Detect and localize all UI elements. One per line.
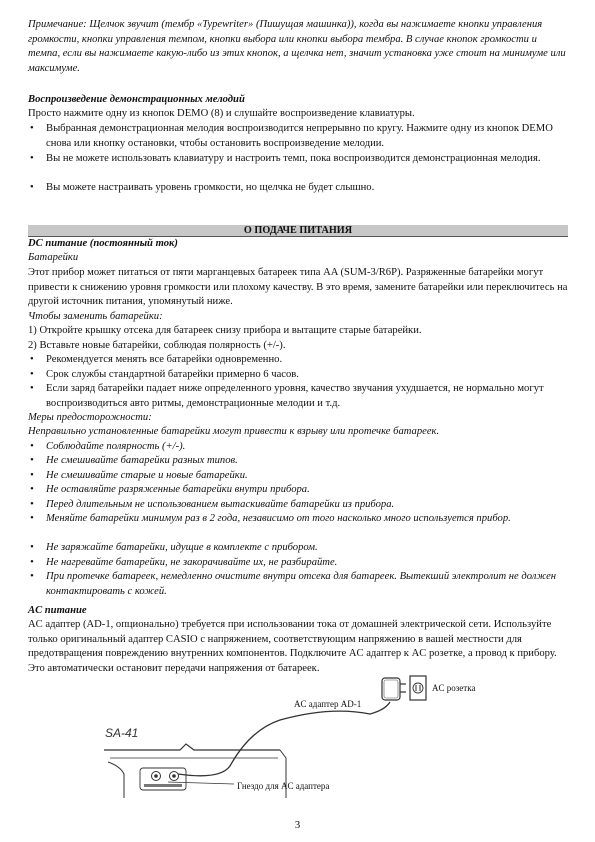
step-1: 1) Откройте крышку отсека для батареек снизу прибора и вытащите старые батарейки. bbox=[28, 325, 422, 336]
precautions-intro: Неправильно установленные батарейки могут привести к взрыву или протечке батареек. bbox=[28, 426, 440, 437]
bullet-icon: • bbox=[30, 557, 34, 568]
note-paragraph: Примечание: Щелчок звучит (тембр «Typewriter» (Пишущая машинка)), когда вы нажимаете кнопки управления громкости, кнопки управления темпом, кнопки выбора или кнопки выбора тембра. В случае кнопок громкости и темпа, если вы нажимаете какую-либо из этих кнопок, а щелчка нет, значит установка уже стоит на минимуме или максимуме. bbox=[28, 19, 566, 74]
batteries-paragraph: Этот прибор может питаться от пяти марганцевых батареек типа AA (SUM-3/R6P). Разряженные батарейки могут привести к снижению уровня громкости или плохому качеству. В это время, замените батарейки или переключитесь на другой источник питания, упомянутый ниже. bbox=[28, 267, 568, 308]
manual-page: Примечание: Щелчок звучит (тембр «Typewriter» (Пишущая машинка)), когда вы нажимаете кнопки управления громкости, кнопки управления темпом, кнопки выбора или кнопки выбора тембра. В случае кнопок громкости и темпа, если вы нажимаете какую-либо из этих кнопок, а щелчка нет, значит установка уже стоит на минимуме или максимуме. Воспроизведение демонстрационных мелодий Просто нажмите одну из кнопок DEMO (8) и слушайте воспроизведение клавиатуры. • Выбранная демонстрационная мелодия воспроизводится непрерывно по кругу. Нажмите одну из кнопок DEMO снова или кнопку остановки, чтобы остановить воспроизведение мелодии. • Вы не можете использовать клавиатуру и настроить темп, пока воспроизводится демонстрационная мелодия. • Вы можете настраивать уровень громкости, но щелчка не будет слышно. О ПОДАЧЕ ПИТАНИЯ DC питание (постоянный ток) Батарейки Этот прибор может питаться от пяти марганцевых батареек типа AA (SUM-3/R6P). Разряженные батарейки могут привести к снижению уровня громкости или плохому качеству. В это время, замените батарейки или переключитесь на другой источник питания, упомянутый ниже. Чтобы заменить батарейки: 1) Откройте крышку отсека для батареек снизу прибора и вытащите старые батарейки. 2) Вставьте новые батарейки, соблюдая полярность (+/-). • Рекомендуется менять все батарейки одновременно. • Срок службы стандартной батарейки примерно 6 часов. • Если заряд батарейки падает ниже определенного уровня, качество звучания ухудшается, не нормально могут воспроизводиться авто ритмы, демонстрационные мелодии и т.д. Меры предосторожности: Неправильно установленные батарейки могут привести к взрыву или протечке батареек. • Соблюдайте полярность (+/-). • Не смешивайте батарейки разных типов. • Не смешивайте старые и новые батарейки. • Не оставляйте разряженные батарейки внутри прибора. • Перед длительным не использованием вытаскивайте батарейки из прибора. • Меняйте батарейки минимум раз в 2 года, независимо от того насколько много используется прибор. • Не заряжайте батарейки, идущие в комплекте с прибором. • Не нагревайте батарейки, не закорачивайте их, не разбирайте. • При протечке батареек, немедленно очистите внутри отсека для батареек. Вытекший электролит не должен контактировать с кожей. AC питание AC адаптер (AD-1, опционально) требуется при использовании тока от домашней электрической сети. Используйте только оригинальный адаптер CASIO с напряжением, соответствующим напряжению в вашей местности для предотвращения повреждению внутренних компонентов. Подключите AC адаптер к AC розетке, а провод к прибору. Это автоматически остановит передачи напряжения от батареек. SA-41 AC розетка AC адаптер AD-1 Гнездо для AC адаптера 3 bbox=[0, 0, 595, 842]
batteries-label: Батарейки bbox=[28, 252, 79, 263]
adapter-label: AC адаптер AD-1 bbox=[294, 699, 362, 709]
bullet-icon: • bbox=[30, 383, 34, 394]
replace-label: Чтобы заменить батарейки: bbox=[28, 311, 163, 322]
bullet-icon: • bbox=[30, 455, 34, 466]
outlet-icon bbox=[410, 676, 426, 700]
page-number: 3 bbox=[294, 819, 301, 831]
precautions-label: Меры предосторожности: bbox=[28, 412, 152, 423]
ac-heading: AC питание bbox=[28, 605, 87, 616]
section-title-bar: О ПОДАЧЕ ПИТАНИЯ bbox=[28, 225, 568, 236]
demo-intro: Просто нажмите одну из кнопок DEMO (8) и слушайте воспроизведение клавиатуры. bbox=[28, 108, 415, 119]
bullet-icon: • bbox=[30, 182, 34, 193]
dc-heading: DC питание (постоянный ток) bbox=[28, 238, 178, 249]
bullet-icon: • bbox=[30, 153, 34, 164]
bullet-icon: • bbox=[30, 369, 34, 380]
adapter-plug-icon bbox=[382, 678, 406, 700]
bullet-icon: • bbox=[30, 571, 34, 582]
bullet-icon: • bbox=[30, 542, 34, 553]
model-label: SA-41 bbox=[105, 726, 139, 740]
bullet-icon: • bbox=[30, 123, 34, 134]
bullet-icon: • bbox=[30, 484, 34, 495]
step-2: 2) Вставьте новые батарейки, соблюдая полярность (+/-). bbox=[28, 340, 286, 351]
jack-leader-line bbox=[168, 782, 234, 784]
jack-label: Гнездо для AC адаптера bbox=[237, 781, 330, 791]
adapter-cable bbox=[178, 702, 390, 776]
bullet-icon: • bbox=[30, 499, 34, 510]
bullet-icon: • bbox=[30, 513, 34, 524]
outlet-label: AC розетка bbox=[432, 683, 476, 693]
bullet-icon: • bbox=[30, 354, 34, 365]
demo-heading: Воспроизведение демонстрационных мелодий bbox=[28, 94, 245, 105]
bullet-icon: • bbox=[30, 470, 34, 481]
bullet-icon: • bbox=[30, 441, 34, 452]
ac-paragraph: AC адаптер (AD-1, опционально) требуется при использовании тока от домашней электрической сети. Используйте только оригинальный адаптер CASIO с напряжением, соответствующим напряжению в вашей местности для предотвращения повреждению внутренних компонентов. Подключите AC адаптер к AC розетке, а провод к прибору. Это автоматически остановит передачи напряжения от батареек. bbox=[28, 619, 557, 674]
